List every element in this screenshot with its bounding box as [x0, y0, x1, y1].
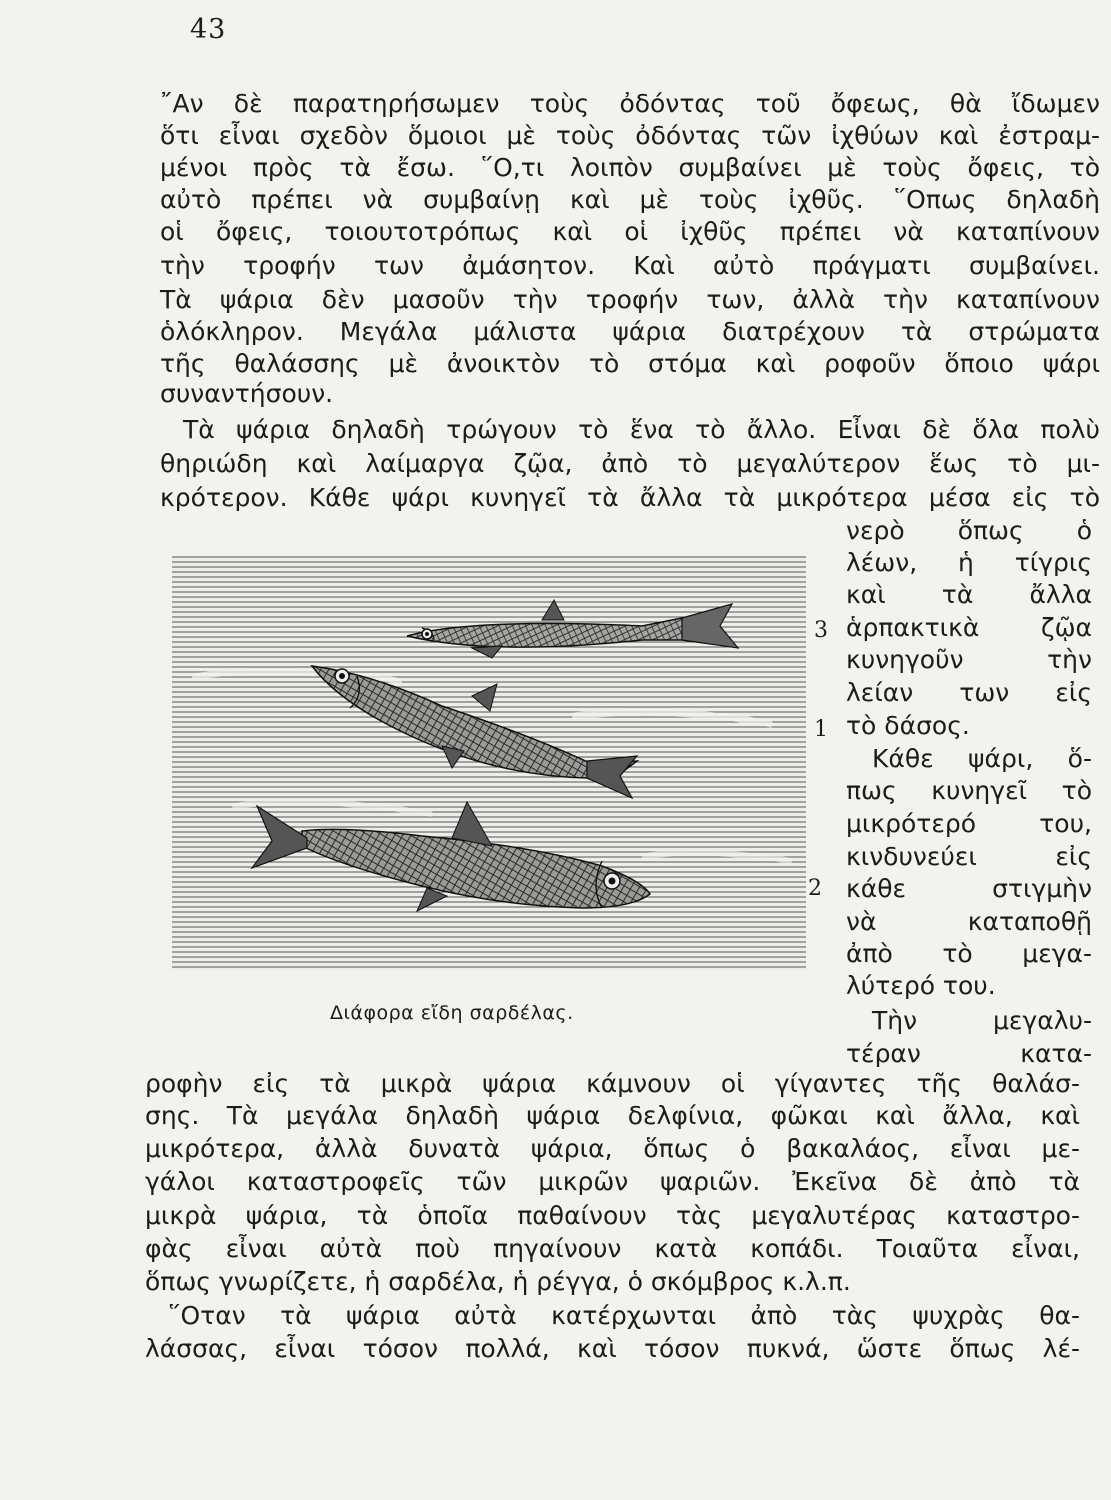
figure-label-3: 3 [814, 618, 828, 643]
text-line: οἱ ὄφεις, τοιουτοτρόπως καὶ οἱ ἰχθῦς πρέπει νὰ καταπίνουν [160, 217, 1100, 246]
side-text-line: λύτερό του. [846, 971, 996, 1000]
side-text-line: νερὸ ὅπως ὁ [846, 516, 1092, 545]
side-text-line: λέων, ἡ τίγρις [846, 548, 1092, 577]
text-line: τῆς θαλάσσης μὲ ἀνοικτὸν τὸ στόμα καὶ ροφοῦν ὅποιο ψάρι [160, 349, 1100, 378]
text-line: τὴν τροφήν των ἀμάσητον. Καὶ αὐτὸ πράγματι συμβαίνει. [160, 251, 1100, 280]
text-line: μικρὰ ψάρια, τὰ ὁποῖα παθαίνουν τὰς μεγαλυτέρας καταστρο- [145, 1201, 1080, 1230]
text-line: ὁλόκληρον. Μεγάλα μάλιστα ψάρια διατρέχουν τὰ στρώματα [160, 317, 1100, 346]
text-line: συναντήσουν. [160, 379, 334, 408]
figure-caption: Διάφορα εἴδη σαρδέλας. [330, 1002, 574, 1024]
sardine-engraving [172, 556, 806, 970]
side-text-line: νὰ καταποθῇ [846, 907, 1092, 936]
text-line: γάλοι καταστροφεῖς τῶν μικρῶν ψαριῶν. Ἐκεῖνα δὲ ἀπὸ τὰ [145, 1167, 1080, 1196]
text-line: ροφὴν εἰς τὰ μικρὰ ψάρια κάμνουν οἱ γίγαντες τῆς θαλάσ- [145, 1069, 1080, 1098]
text-line: φὰς εἶναι αὐτὰ ποὺ πηγαίνουν κατὰ κοπάδι. Τοιαῦτα εἶναι, [145, 1234, 1080, 1263]
sardine-illustration [172, 556, 806, 970]
text-line: λάσσας, εἶναι τόσον πολλά, καὶ τόσον πυκνά, ὥστε ὅπως λέ- [145, 1334, 1080, 1363]
side-text-line: κάθε στιγμὴν [846, 874, 1092, 903]
text-line: Τὰ ψάρια δηλαδὴ τρώγουν τὸ ἕνα τὸ ἄλλο. Εἶναι δὲ ὅλα πολὺ [183, 415, 1100, 444]
side-text-line: λείαν των εἰς [846, 678, 1092, 707]
figure-label-2: 2 [808, 876, 822, 901]
text-line: ὅτι εἶναι σχεδὸν ὅμοιοι μὲ τοὺς ὀδόντας τῶν ἰχθύων καὶ ἐστραμ- [160, 121, 1100, 150]
text-line: κρότερον. Κάθε ψάρι κυνηγεῖ τὰ ἄλλα τὰ μικρότερα μέσα εἰς τὸ [160, 483, 1100, 512]
side-text-line: ἁρπακτικὰ ζῷα [846, 613, 1092, 642]
text-line: μένοι πρὸς τὰ ἔσω. ῞Ο,τι λοιπὸν συμβαίνει μὲ τοὺς ὄφεις, τὸ [160, 153, 1100, 182]
side-text-line: ἀπὸ τὸ μεγα- [846, 939, 1092, 968]
side-text-line: τέραν κατα- [846, 1039, 1092, 1068]
side-text-line: μικρότερό του, [846, 809, 1092, 838]
text-line: μικρότερα, ἀλλὰ δυνατὰ ψάρια, ὅπως ὁ βακαλάος, εἶναι με- [145, 1134, 1080, 1163]
side-text-line: τὸ δάσος. [846, 711, 970, 740]
text-line: ῎Αν δὲ παρατηρήσωμεν τοὺς ὀδόντας τοῦ ὄφεως, θὰ ἴδωμεν [160, 89, 1100, 118]
side-text-line: Τὴν μεγαλυ- [872, 1006, 1092, 1035]
page-number: 43 [190, 14, 227, 45]
side-text-line: πως κυνηγεῖ τὸ [846, 776, 1092, 805]
side-text-line: Κάθε ψάρι, ὅ- [872, 744, 1092, 773]
side-text-line: κυνηγοῦν τὴν [846, 645, 1092, 674]
text-line: αὐτὸ πρέπει νὰ συμβαίνῃ καὶ μὲ τοὺς ἰχθῦς. ῞Οπως δηλαδὴ [160, 185, 1100, 214]
text-line: σης. Τὰ μεγάλα δηλαδὴ ψάρια δελφίνια, φῶκαι καὶ ἄλλα, καὶ [145, 1101, 1080, 1130]
text-line: ὅπως γνωρίζετε, ἡ σαρδέλα, ἡ ρέγγα, ὁ σκόμβρος κ.λ.π. [145, 1267, 851, 1296]
text-line: Τὰ ψάρια δὲν μασοῦν τὴν τροφήν των, ἀλλὰ τὴν καταπίνουν [160, 285, 1100, 314]
side-text-line: καὶ τὰ ἄλλα [846, 580, 1092, 609]
figure-label-1: 1 [814, 717, 828, 742]
side-text-line: κινδυνεύει εἰς [846, 842, 1092, 871]
text-line: ῞Οταν τὰ ψάρια αὐτὰ κατέρχωνται ἀπὸ τὰς ψυχρὰς θα- [168, 1301, 1080, 1330]
text-line: θηριώδη καὶ λαίμαργα ζῷα, ἀπὸ τὸ μεγαλύτερον ἕως τὸ μι- [160, 449, 1100, 478]
